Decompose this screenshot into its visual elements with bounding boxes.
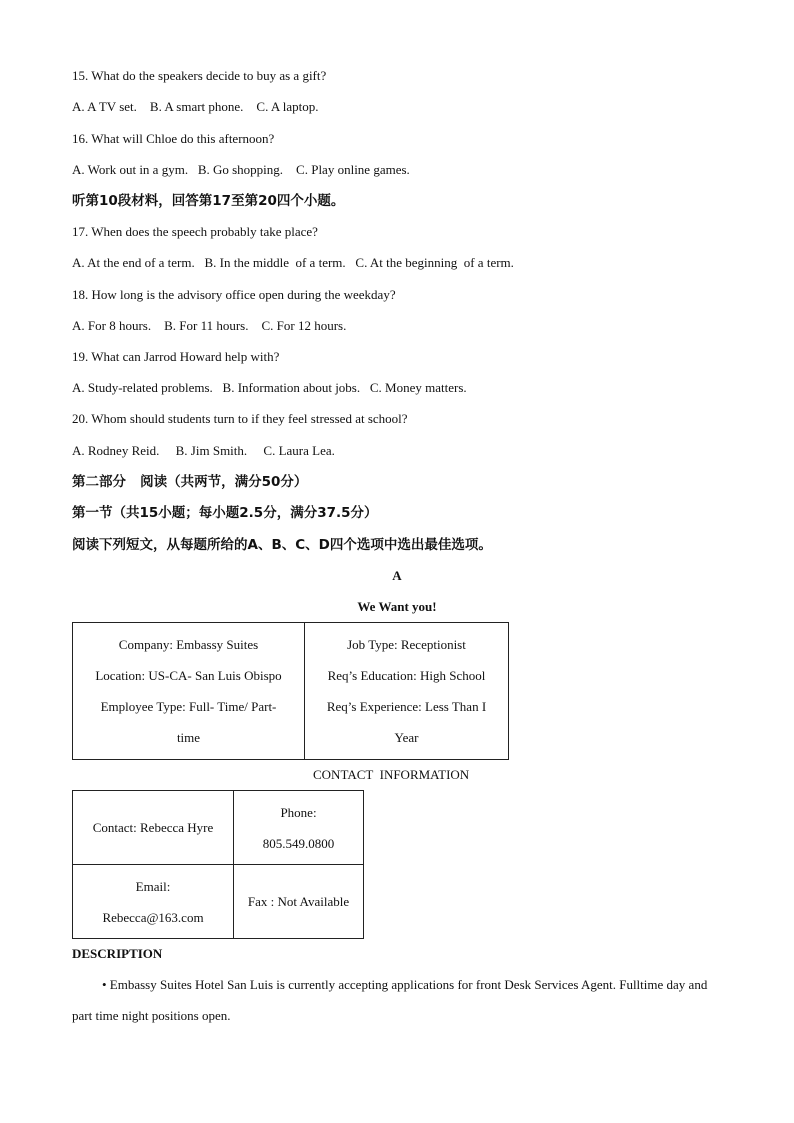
job-info-right-cell bbox=[305, 623, 509, 760]
experience-cont: Year bbox=[394, 730, 419, 745]
location-text: Location: US-CA- San Luis Obispo bbox=[95, 668, 282, 683]
phone-cell bbox=[234, 791, 364, 865]
section-instruction-10: 听第10段材料，回答第17至第20四个小题。 bbox=[72, 193, 345, 209]
part2-section1: 第一节（共15小题；每小题2.5分，满分37.5分） bbox=[72, 505, 378, 521]
description-heading: DESCRIPTION bbox=[72, 946, 163, 961]
contact-heading: CONTACT INFORMATION bbox=[313, 767, 470, 782]
question-19: 19. What can Jarrod Howard help with? bbox=[72, 349, 280, 364]
question-17-options: A. At the end of a term. B. In the middle of a term. C. At the beginning of a term. bbox=[72, 255, 514, 270]
contact-table bbox=[72, 790, 364, 939]
question-20-options: A. Rodney Reid. B. Jim Smith. C. Laura Lea. bbox=[72, 443, 335, 458]
question-15: 15. What do the speakers decide to buy as a gift? bbox=[72, 68, 327, 83]
job-info-left-cell bbox=[73, 623, 305, 760]
part2-instruction: 阅读下列短文，从每题所给的A、B、C、D四个选项中选出最佳选项。 bbox=[72, 537, 492, 553]
email-address: Rebecca@163.com bbox=[102, 909, 204, 925]
email-cell bbox=[73, 865, 234, 939]
employee-type-text: Employee Type: Full- Time/ Part- bbox=[100, 699, 277, 714]
question-18: 18. How long is the advisory office open during the weekday? bbox=[72, 287, 396, 302]
job-type-text: Job Type: Receptionist bbox=[347, 637, 466, 652]
question-20: 20. Whom should students turn to if they feel stressed at school? bbox=[72, 411, 408, 426]
company-text: Company: Embassy Suites bbox=[118, 637, 259, 652]
question-15-options: A. A TV set. B. A smart phone. C. A laptop. bbox=[72, 99, 319, 114]
education-text: Req’s Education: High School bbox=[327, 668, 486, 683]
contact-text: Contact: Rebecca Hyre bbox=[92, 819, 214, 835]
question-17: 17. When does the speech probably take place? bbox=[72, 224, 318, 239]
question-16-options: A. Work out in a gym. B. Go shopping. C. Play online games. bbox=[72, 162, 410, 177]
experience-text: Req’s Experience: Less Than I bbox=[326, 699, 487, 714]
employee-type-cont: time bbox=[176, 730, 201, 745]
question-16: 16. What will Chloe do this afternoon? bbox=[72, 131, 275, 146]
job-info-table bbox=[72, 622, 509, 760]
phone-label: Phone: bbox=[280, 804, 317, 820]
phone-number: 805.549.0800 bbox=[262, 835, 335, 851]
description-text: • Embassy Suites Hotel San Luis is currently accepting applications for front Desk Services Agent. Fulltime day and part time night positions open. bbox=[72, 977, 708, 1023]
fax-text: Fax : Not Available bbox=[247, 893, 350, 909]
part2-heading: 第二部分 阅读（共两节，满分50分） bbox=[72, 474, 308, 490]
question-19-options: A. Study-related problems. B. Information about jobs. C. Money matters. bbox=[72, 380, 467, 395]
email-label: Email: bbox=[135, 878, 171, 894]
question-18-options: A. For 8 hours. B. For 11 hours. C. For 12 hours. bbox=[72, 318, 347, 333]
fax-cell bbox=[234, 865, 364, 939]
passage-title: We Want you! bbox=[357, 599, 437, 614]
passage-letter: A bbox=[392, 568, 402, 583]
contact-cell bbox=[73, 791, 234, 865]
